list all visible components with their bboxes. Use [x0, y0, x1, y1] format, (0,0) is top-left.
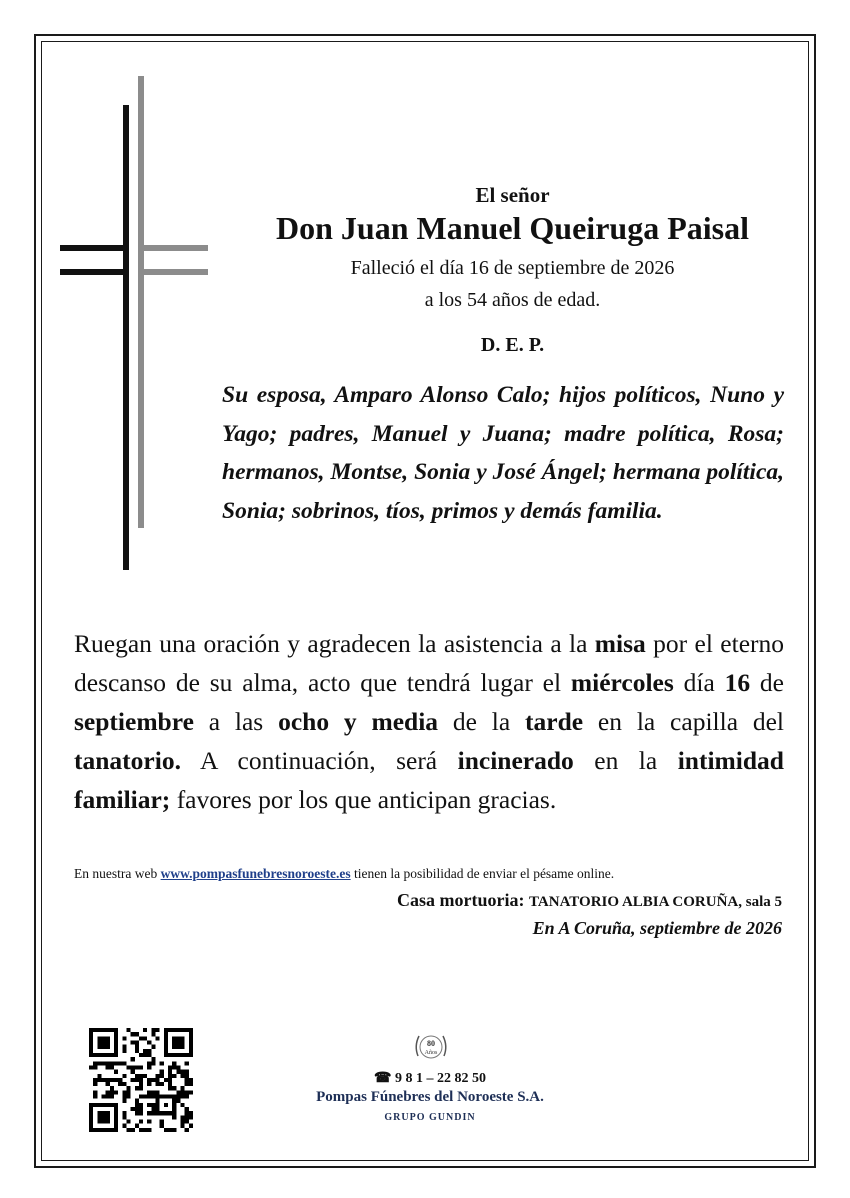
cross-gray-vertical — [138, 76, 144, 528]
website-link[interactable]: www.pompasfunebresnoroeste.es — [160, 866, 351, 881]
badge-number: 80 — [427, 1039, 435, 1048]
cross-black-bar-top — [60, 245, 129, 251]
inner-border — [41, 41, 809, 1161]
qr-code-icon[interactable] — [89, 1028, 193, 1132]
cross-black-bar-bottom — [60, 269, 129, 275]
funeral-home: Casa mortuoria: TANATORIO ALBIA CORUÑA, sala 5 — [397, 890, 782, 910]
group-name: GRUPO GUNDIN — [384, 1112, 476, 1123]
cross-gray-bar-bottom — [144, 269, 208, 275]
telephone-icon: ☎ — [374, 1071, 392, 1086]
dep-text: D. E. P. — [480, 334, 545, 356]
web-note: En nuestra web www.pompasfunebresnoroeste.es tienen la posibilidad de enviar el pésame online. — [74, 866, 615, 881]
phone-line: ☎ 9 8 1 – 22 82 50 — [374, 1071, 486, 1086]
cross-gray-bar-top — [144, 245, 208, 251]
intro-text: El señor — [475, 183, 550, 207]
ceremony-text: Ruegan una oración y agradecen la asistencia a la misa por el eterno descanso de su alma, acto que tendrá lugar el miércoles día 16 de septiembre a las ocho y media de la tarde en la capilla del tanatorio. A continuación, será incinerado en la intimidad familiar; favores por los que anticipan gracias. — [74, 629, 784, 814]
deceased-name: Don Juan Manuel Queiruga Paisal — [276, 210, 749, 246]
place-date: En A Coruña, septiembre de 2026 — [532, 918, 782, 938]
badge-word: Años — [424, 1050, 438, 1056]
death-date: Falleció el día 16 de septiembre de 2026 — [350, 257, 675, 279]
company-name: Pompas Fúnebres del Noroeste S.A. — [316, 1089, 544, 1105]
anniversary-badge-icon — [410, 1026, 452, 1068]
age-line: a los 54 años de edad. — [424, 289, 601, 311]
cross-black-vertical — [123, 105, 129, 570]
family-text: Su esposa, Amparo Alonso Calo; hijos políticos, Nuno y Yago; padres, Manuel y Juana; madre política, Rosa; hermanos, Montse, Sonia y José Ángel; hermana política, Sonia; sobrinos, tíos, primos y demás familia. — [222, 382, 784, 524]
